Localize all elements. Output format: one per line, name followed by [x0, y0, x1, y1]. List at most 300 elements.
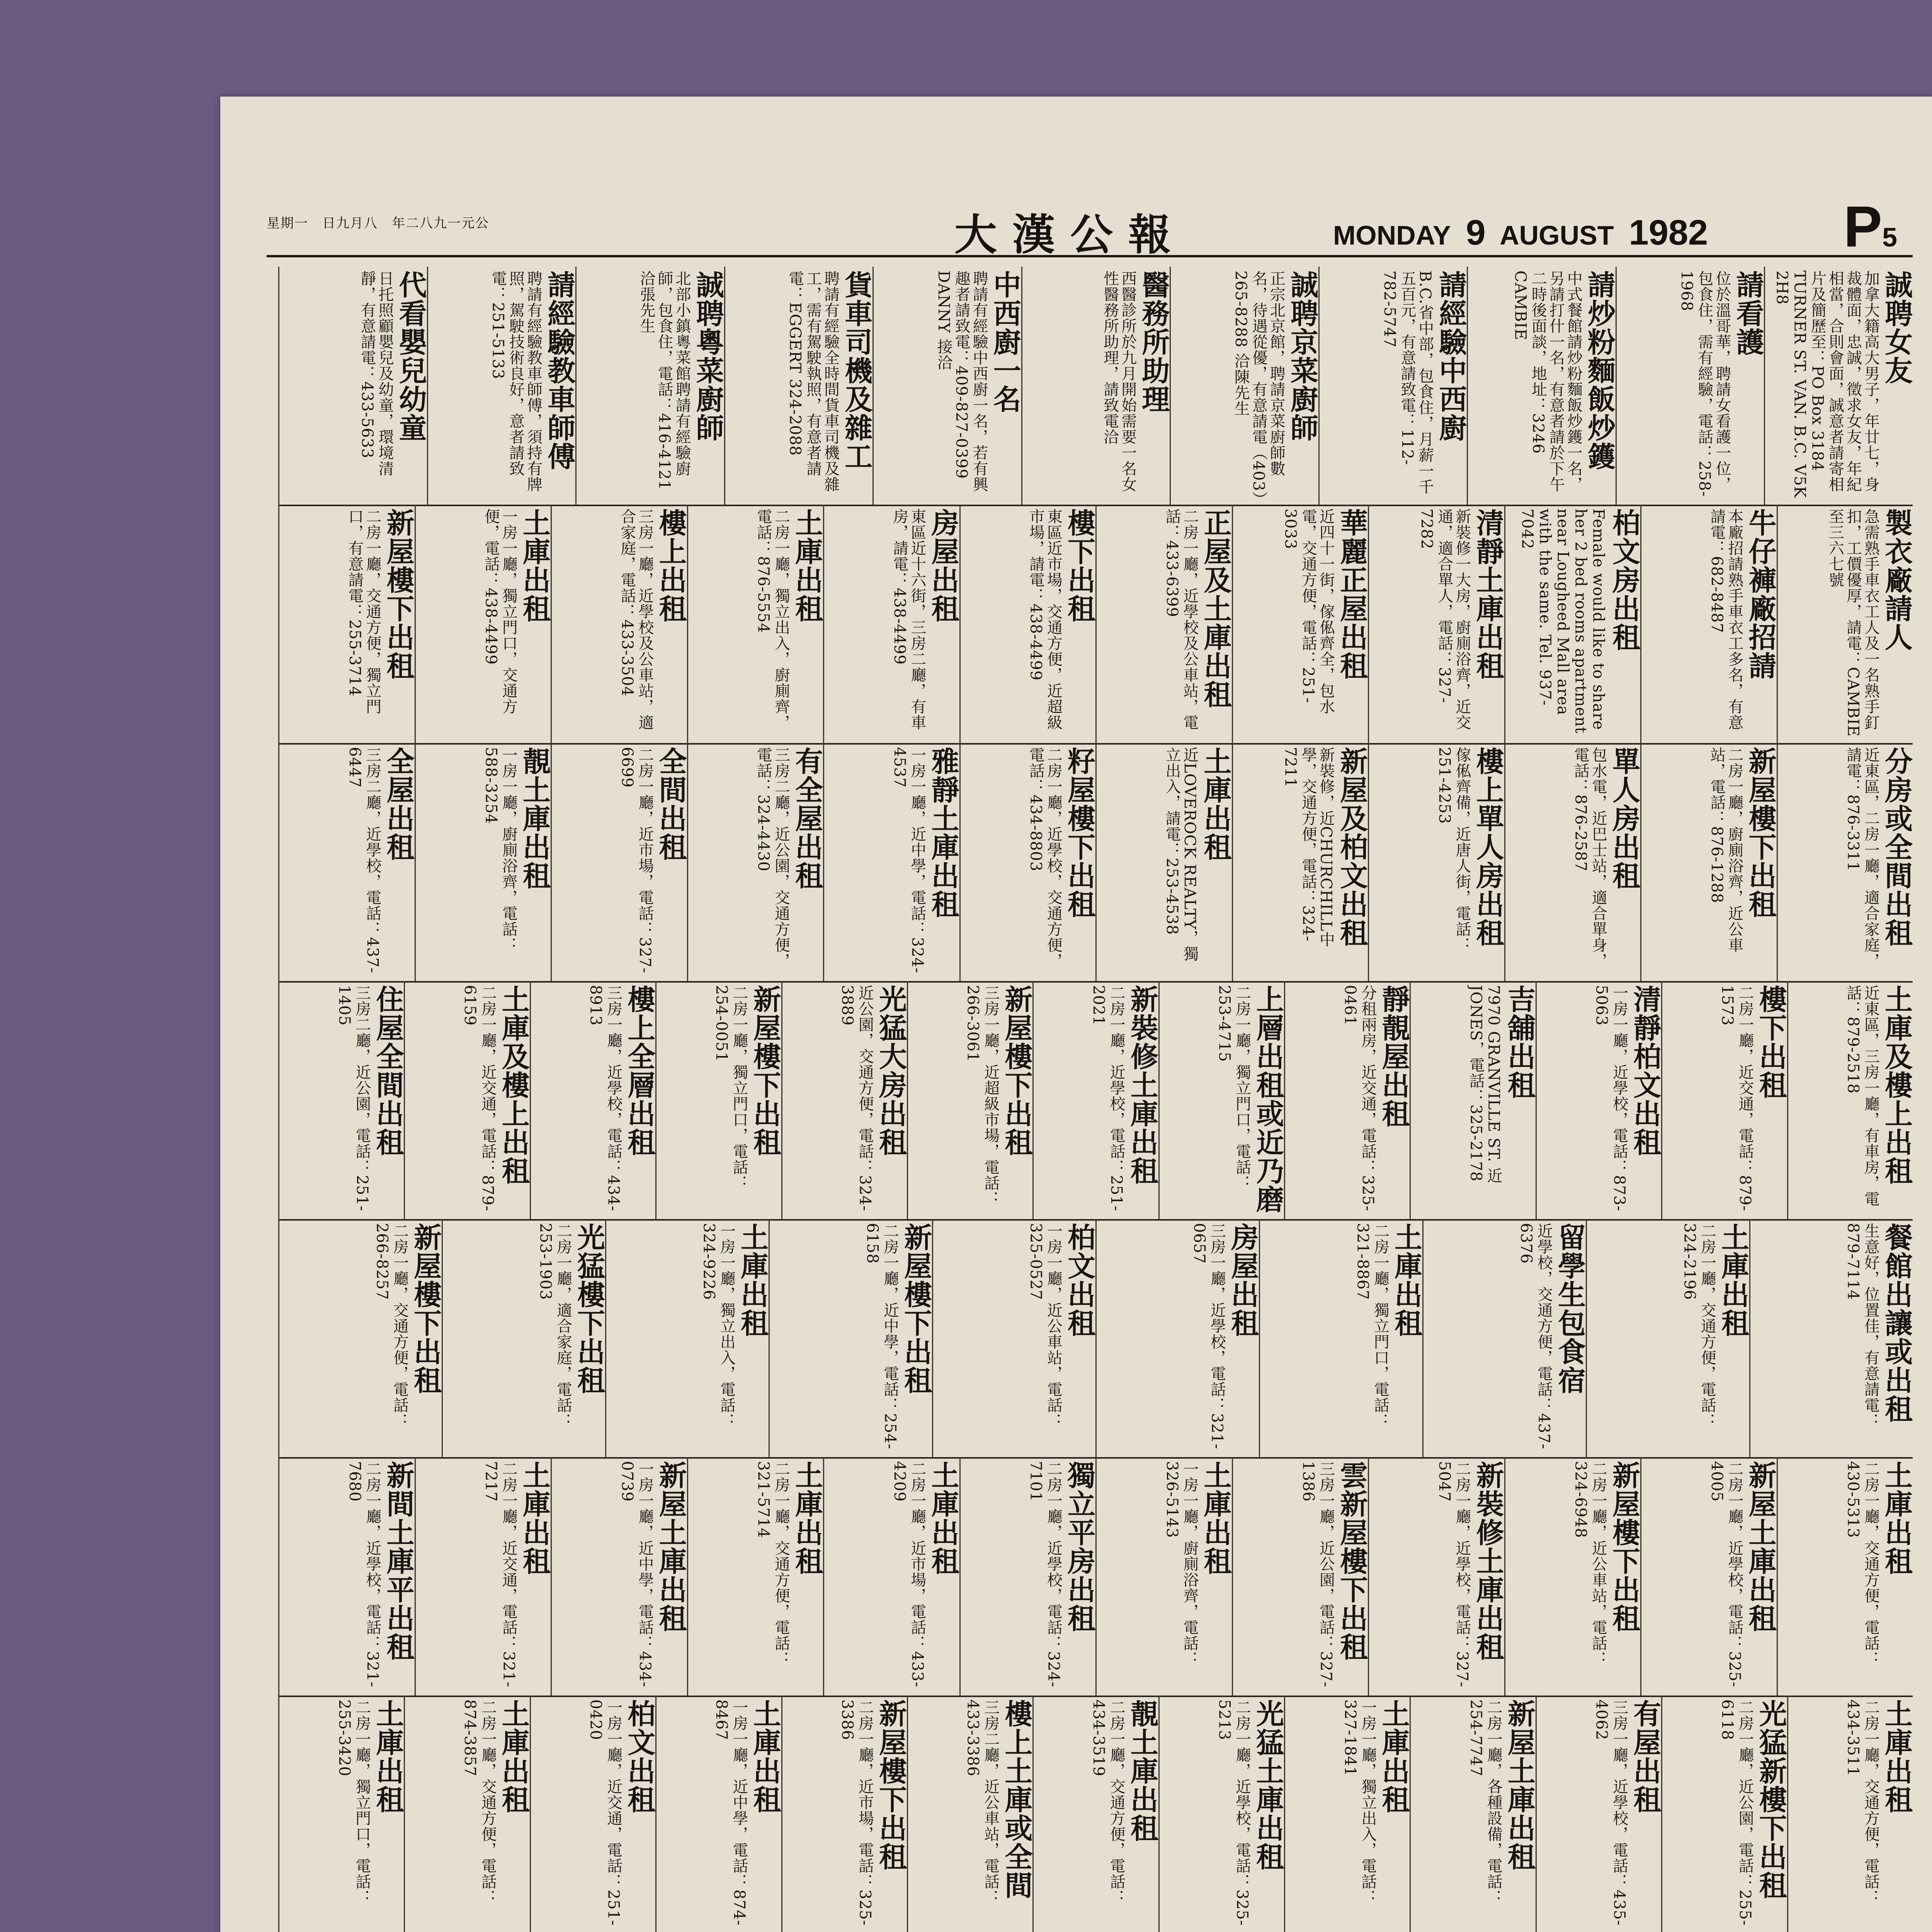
ad-body: 二房一廳，近學校，電話：325-4005	[1708, 1461, 1743, 1688]
ad-body: 三房二廳，近公園，交通方便，電話：324-4430	[754, 747, 790, 969]
classified-ad	[1469, 270, 1614, 501]
classified-column	[1422, 1219, 1586, 1457]
classified-column	[1536, 1696, 1661, 1932]
classified-row	[278, 981, 1913, 1221]
classified-ad	[1643, 509, 1775, 739]
ad-body: 三房一廳，近學校及公車站，適合家庭，電話：433-3504	[618, 509, 654, 731]
classified-ad	[826, 509, 958, 739]
ad-body: 三房一廳，近超級市場，電話：266-3061	[964, 985, 1000, 1207]
classified-column	[530, 981, 655, 1219]
ad-body: 二房一廳，交通方便，電話：434-3511	[1844, 1699, 1880, 1905]
ad-title: 土庫出租	[1199, 1461, 1232, 1576]
ad-body: 二房一廳，近公車站，電話：324-6948	[1571, 1461, 1607, 1667]
ad-title: 正屋及土庫出租	[1199, 509, 1232, 709]
classified-column	[1318, 267, 1467, 505]
classified-column	[1777, 505, 1913, 743]
ad-title: 土庫出租	[1390, 1223, 1423, 1337]
classified-ad	[1035, 1699, 1159, 1930]
ad-title: 雲新屋樓下出租	[1335, 1461, 1368, 1662]
classified-ad	[553, 747, 685, 977]
ad-body: 二房一廳，交通方便，電話：430-5313	[1844, 1461, 1880, 1667]
ad-title: 新屋樓下出租	[874, 1699, 907, 1871]
ad-body: 近四十一街，傢俬齊全，包水電，交通方便，電話：251-3033	[1281, 509, 1335, 715]
ad-body: 正宗北京館，聘請京菜廚師數名，待遇從優，有意請電（403）265-8288 洽陳先生	[1232, 270, 1286, 500]
ad-title: 柏文出租	[1063, 1223, 1096, 1337]
classified-ad	[784, 1699, 905, 1930]
ad-title: 誠聘女友	[1880, 270, 1913, 385]
ad-body: 三房一廳，近學校，電話：434-8913	[587, 985, 622, 1211]
classified-column	[442, 1219, 605, 1457]
classified-column	[278, 743, 415, 981]
classified-column	[1410, 1696, 1535, 1932]
classified-ad	[962, 1461, 1094, 1691]
ad-title: 新屋及柏文出租	[1335, 747, 1368, 947]
ad-body: 近學校，交通方便，電話：437-6376	[1517, 1223, 1553, 1449]
classified-column	[1170, 267, 1318, 505]
ad-title: 住屋全間出租	[371, 985, 405, 1156]
ad-body: 二房一廳，近公園，電話：255-6118	[1718, 1699, 1754, 1926]
classified-column	[1616, 267, 1764, 505]
ad-body: 二房一廳，獨立出入，廚廁齊，電話：876-5554	[754, 509, 790, 731]
classified-column	[769, 1219, 932, 1457]
ad-body: 二房一廳，交通方便，電話：434-3519	[1090, 1699, 1126, 1905]
ad-title: 新屋樓下出租	[409, 1223, 442, 1395]
classified-column	[1284, 981, 1410, 1219]
classified-ad	[553, 1461, 685, 1691]
classified-ad	[1371, 509, 1503, 739]
ad-body: 一房一廳，近學校，電話：873-5063	[1592, 985, 1628, 1211]
classified-column	[1640, 1457, 1777, 1695]
ad-body: 生意好，位置佳，有意請電：879-7114	[1844, 1223, 1880, 1429]
classified-ad	[417, 747, 549, 977]
ad-body: 近LOVEROCK REALTY，獨立出入，請電：253-4538	[1163, 747, 1199, 961]
classified-column	[1467, 267, 1616, 505]
classified-column	[1021, 267, 1170, 505]
classified-row	[278, 743, 1913, 983]
ad-title: 代看嬰兒幼童	[394, 270, 427, 442]
ad-body: 二房一廳，近中學，電話：254-6158	[863, 1223, 899, 1449]
classified-column	[551, 505, 687, 743]
masthead: 大漢公報	[954, 210, 1186, 260]
classified-ad	[1425, 1223, 1584, 1453]
date-english	[1333, 213, 1708, 253]
ad-title: 樓上出租	[654, 509, 687, 623]
ad-body: 二房一廳，獨立門口，電話：321-8867	[1354, 1223, 1389, 1429]
classified-column	[1787, 981, 1913, 1219]
ad-title: 樓上單人房出租	[1471, 747, 1505, 947]
ad-body: 二房一廳，各種設備，電話：254-7747	[1467, 1699, 1503, 1905]
ad-title: 新屋樓下出租	[1000, 985, 1033, 1156]
ad-title: 誠聘京菜廚師	[1286, 270, 1319, 442]
ad-title: 土庫出租	[1717, 1223, 1750, 1337]
ad-title: 樓上土庫或全間	[1000, 1699, 1033, 1900]
ad-body: 位於溫哥華，聘請女看護一位，包食住，需有經驗，電話：258-1968	[1677, 270, 1731, 497]
classified-ad	[910, 985, 1031, 1215]
ad-title: 籽屋樓下出租	[1063, 747, 1096, 918]
classified-ad	[1752, 1223, 1911, 1453]
ad-body: B.C.省中部，包食住，月薪一千五百元，有意請致電：112-782-5747	[1380, 270, 1434, 495]
ad-title: 土庫出租	[497, 1699, 530, 1814]
ad-body: 一房一廳，近中學，電話：324-4537	[890, 747, 926, 973]
date-chinese: 星期一 日九月八 年二八九一元公	[267, 216, 489, 231]
ad-title: 誠聘粵菜廚師	[691, 270, 724, 442]
newspaper-page	[220, 97, 1932, 1932]
ad-body: 二房一廳，交通方便，電話：324-2196	[1680, 1223, 1716, 1429]
ad-body: 二房一廳，近學校，電話：327-5047	[1435, 1461, 1471, 1688]
ad-title: 土庫出租	[1199, 747, 1232, 861]
classified-column	[1095, 505, 1232, 743]
ad-body: 近公園，交通方便，電話：324-3889	[838, 985, 874, 1211]
ad-title: 餐館出讓或出租	[1880, 1223, 1913, 1423]
ad-body: 急需熟手車衣工人及一名熟手釘扣，工價優厚，請電：CAMBIE 至三六七號	[1826, 509, 1880, 737]
classified-column	[278, 1457, 415, 1695]
ad-body: 中式餐館請炒粉麵飯炒鑊一名，另請打什一名，有意者請於下午二時後面談，地址：3246 CAMBIE	[1511, 270, 1583, 492]
classified-column	[278, 1696, 404, 1932]
ad-title: 新裝修土庫出租	[1471, 1461, 1505, 1662]
ad-body: 一房一廳，廚廁浴齊，電話：326-5143	[1163, 1461, 1199, 1667]
ad-title: 新裝修土庫出租	[1126, 985, 1159, 1185]
ad-body: 二房一廳，近學校，交通方便，電話：434-8803	[1027, 747, 1063, 969]
ad-title: 土庫及樓上出租	[497, 985, 530, 1185]
classified-ad	[1643, 1461, 1775, 1691]
classified-ad	[1507, 509, 1639, 739]
ad-title: 有全屋出租	[791, 747, 823, 890]
classified-column	[907, 1696, 1032, 1932]
ad-body: 三房二廳，近公園，電話：251-1405	[335, 985, 371, 1211]
classified-column	[1095, 1219, 1259, 1457]
ad-body: 二房一廳，近市場，電話：433-4209	[890, 1461, 926, 1688]
classified-ad	[281, 985, 405, 1215]
ad-title: 獨立平房出租	[1063, 1461, 1096, 1633]
classified-column	[1259, 1219, 1422, 1457]
ad-body: 二房一廳，近市場，電話：327-6699	[618, 747, 654, 973]
classified-column	[687, 505, 823, 743]
classified-column	[278, 1219, 442, 1457]
classified-ad	[1235, 747, 1367, 977]
classified-ad	[281, 1699, 405, 1930]
classified-ad	[962, 747, 1094, 977]
ad-body: 二房一廳，近市場，電話：325-3386	[838, 1699, 874, 1926]
ad-body: 二房一廳，交通方便，電話：321-5714	[754, 1461, 790, 1667]
classified-ad	[1321, 270, 1466, 501]
ad-title: 請經驗中西廚	[1434, 270, 1468, 442]
classified-ad	[1790, 985, 1911, 1215]
classified-ad	[281, 1223, 440, 1453]
classified-column	[1158, 981, 1284, 1219]
ad-body: 二房一廳，近學校，電話：321-7680	[345, 1461, 381, 1688]
ad-title: 光猛大房出租	[874, 985, 907, 1156]
ad-title: 新屋樓下出租	[748, 985, 782, 1156]
ad-title: 樓上全層出租	[623, 985, 656, 1156]
classified-column	[1749, 1219, 1913, 1457]
classified-ad	[1287, 1699, 1408, 1930]
classified-ad	[690, 509, 822, 739]
classified-ad	[1779, 747, 1912, 977]
ad-title: 土庫出租	[518, 509, 551, 623]
classified-column	[823, 1457, 959, 1695]
classified-ad	[826, 747, 958, 977]
ad-title: 清靜土庫出租	[1471, 509, 1505, 680]
classified-column	[724, 267, 873, 505]
ad-title: 新屋土庫出租	[1503, 1699, 1536, 1871]
ad-title: 留學生包食宿	[1553, 1223, 1586, 1395]
ad-title: 土庫及樓上出租	[1880, 985, 1913, 1185]
classified-ad	[910, 1699, 1031, 1930]
ad-body: 一房一廳，廚廁浴齊，電話：588-3254	[482, 747, 518, 953]
classified-ad	[281, 747, 413, 977]
ad-title: 新屋土庫出租	[1744, 1461, 1777, 1633]
classified-row	[278, 505, 1913, 744]
ad-title: 土庫出租	[1880, 1699, 1913, 1814]
classified-column	[404, 1696, 529, 1932]
ad-body: 聘請有經驗全時間貨車司機及雜工，需有駕駛執照，有意者請電：EGGERT 324-2088	[786, 270, 840, 492]
classified-column	[1764, 267, 1913, 505]
ad-body: 一房一廳，近公車站，電話：325-0527	[1027, 1223, 1063, 1429]
classified-column	[959, 505, 1096, 743]
classified-ad	[578, 270, 723, 501]
ad-title: 新屋樓下出租	[1744, 747, 1777, 918]
ad-body: 二房一廳，獨立門口，電話：255-3420	[335, 1699, 371, 1905]
ad-title: 靜靚屋出租	[1377, 985, 1410, 1128]
classified-column	[1504, 743, 1641, 981]
ad-body: 新裝修，近CHURCHILL中學，交通方便，電話：324-7211	[1281, 747, 1335, 947]
ad-title: 土庫出租	[927, 1461, 960, 1576]
ad-title: 請經驗教車師傅	[543, 270, 576, 471]
classified-ad	[826, 1461, 958, 1691]
page-number	[1844, 193, 1897, 260]
ad-title: 中西廚一名	[988, 270, 1022, 413]
classified-ad	[1098, 509, 1230, 739]
ad-title: 新屋樓下出租	[900, 1223, 932, 1395]
classified-ad	[875, 270, 1020, 501]
ad-body: 一房一廳，近中學，電話：434-0739	[618, 1461, 654, 1688]
classified-ad	[1098, 747, 1230, 977]
ad-body: 分租兩房，近交通，電話：325-0461	[1341, 985, 1377, 1211]
classified-ad	[1098, 1223, 1257, 1453]
ad-body: 包水電，近巴士站，適合單身，電話：876-2587	[1571, 747, 1607, 969]
classified-column	[872, 267, 1021, 505]
ad-title: 醫務所助理	[1137, 270, 1170, 413]
classified-column	[959, 743, 1096, 981]
ad-title: 清靜柏文出租	[1629, 985, 1662, 1156]
classified-column	[1232, 1457, 1368, 1695]
classified-column	[655, 1696, 781, 1932]
classified-ad	[406, 985, 528, 1215]
ad-body: 二房一廳，近交通，電話：321-7217	[482, 1461, 518, 1688]
ad-body: 二房一廳，交通方便，電話：874-3857	[461, 1699, 497, 1905]
classified-column	[655, 981, 781, 1219]
ad-title: 靚土庫出租	[1126, 1699, 1159, 1842]
classified-ad	[1779, 1461, 1912, 1691]
classified-column	[1504, 1457, 1641, 1695]
classified-ad	[690, 1461, 822, 1691]
ad-title: 上層出租或近乃磨	[1252, 985, 1285, 1214]
classified-ad	[1371, 747, 1503, 977]
classified-column	[530, 1696, 655, 1932]
classified-ad	[1779, 509, 1912, 739]
ad-title: 土庫出租	[791, 509, 823, 623]
year: 1982	[1629, 213, 1708, 252]
classified-ad	[417, 509, 549, 739]
classified-ad	[1538, 985, 1660, 1215]
ad-title: 光猛土庫出租	[1252, 1699, 1285, 1871]
classified-column	[1640, 743, 1777, 981]
classified-ad	[1618, 270, 1763, 501]
classified-column	[1410, 981, 1535, 1219]
classified-column	[1368, 505, 1504, 743]
ad-title: 新屋土庫出租	[654, 1461, 687, 1633]
classified-ad	[430, 270, 574, 501]
classified-ad	[1643, 747, 1775, 977]
ad-body: 7970 GRANVILLE ST. 近 JONES，電話：325-2178	[1467, 985, 1503, 1184]
ad-title: 貨車司機及雜工	[840, 270, 873, 471]
classified-column	[1368, 1457, 1504, 1695]
ad-body: 一房一廳，獨立出入，電話：327-1841	[1341, 1699, 1377, 1905]
ad-body: 二房一廳，廚廁浴齊，近公車站，電話：876-1288	[1708, 747, 1743, 953]
classified-column	[687, 1457, 823, 1695]
ad-body: 二房一廳，獨立門口，電話：253-4715	[1215, 985, 1251, 1191]
classified-ad	[281, 509, 413, 739]
month: AUGUST	[1500, 220, 1614, 250]
classified-ad	[553, 509, 685, 739]
ad-title: 樓下出租	[1063, 509, 1096, 623]
day: 9	[1466, 213, 1486, 252]
classified-row	[278, 1219, 1913, 1459]
classified-ad	[771, 1223, 930, 1453]
classified-column	[278, 505, 415, 743]
classified-ad	[1412, 985, 1534, 1215]
classified-ad	[444, 1223, 604, 1453]
page-letter: P	[1844, 194, 1883, 259]
ad-body: 本廠招請熟手車衣工多名，有意請電：682-8487	[1708, 509, 1743, 731]
classified-column	[1284, 1696, 1410, 1932]
classified-row	[278, 1696, 1913, 1932]
ad-body: 聘請有經驗教車師傅，須持有牌照，駕駛技術良好，意者請致電：251-5133	[489, 270, 543, 492]
classified-ad	[1098, 1461, 1230, 1691]
classified-ad	[1412, 1699, 1534, 1930]
classified-ad	[1664, 1699, 1785, 1930]
ad-body: 二房一廳，近交通，電話：879-6159	[461, 985, 497, 1211]
ad-title: 土庫出租	[1377, 1699, 1410, 1814]
ad-title: 新屋樓下出租	[1608, 1461, 1641, 1633]
ad-title: 土庫出租	[736, 1223, 769, 1337]
classified-ad	[1507, 1461, 1639, 1691]
ad-title: 土庫出租	[1880, 1461, 1913, 1576]
classified-column	[1232, 743, 1368, 981]
ad-title: 光猛新樓下出租	[1754, 1699, 1787, 1900]
classified-column	[415, 743, 551, 981]
classified-ad	[532, 1699, 654, 1930]
ad-body: 三房一廳，近公園，電話：327-1386	[1299, 1461, 1335, 1688]
classified-ad	[281, 1461, 413, 1691]
classified-ad	[608, 1223, 767, 1453]
ad-title: 房屋出租	[927, 509, 960, 623]
classified-ad	[406, 1699, 528, 1930]
ad-title: 有屋出租	[1629, 1699, 1662, 1814]
ad-body: 三房一廳，近學校，電話：321-0657	[1190, 1223, 1226, 1449]
ad-title: 房屋出租	[1226, 1223, 1259, 1337]
ad-title: 請炒粉麵飯炒鑊	[1583, 270, 1616, 471]
classified-column	[1777, 743, 1913, 981]
classified-column	[781, 1696, 907, 1932]
ad-title: 全間出租	[654, 747, 687, 861]
classified-row	[278, 1457, 1913, 1697]
ad-title: 牛仔褲廠招請	[1744, 509, 1777, 680]
classified-ad	[1371, 1461, 1503, 1691]
classified-row	[278, 267, 1913, 506]
weekday: MONDAY	[1333, 220, 1451, 250]
classified-column	[1032, 1696, 1158, 1932]
classified-ad	[1262, 1223, 1421, 1453]
classified-ad	[658, 1699, 782, 1930]
ad-body: 東區近市場，交通方便，近超級市場，請電：438-4499	[1027, 509, 1063, 731]
ad-body: 一房一廳，近交通，電話：251-0420	[587, 1699, 622, 1926]
ad-body: 近東區，二房一廳，適合家庭，請電：876-3311	[1844, 747, 1880, 969]
ad-body: 東區近十六街，三房二廳，有車房，請電：438-4499	[890, 509, 926, 731]
classified-column	[823, 743, 959, 981]
ad-body: 北部小鎮粵菜館聘請有經驗廚師，包食住，電話：416-4121 洽張先生	[638, 270, 691, 490]
classified-column	[278, 267, 427, 505]
ad-body: 二房一廳，近學校，電話：325-5213	[1215, 1699, 1251, 1926]
classified-column	[1158, 1696, 1284, 1932]
classified-ad	[1161, 985, 1285, 1215]
classified-ad	[417, 1461, 549, 1691]
ad-body: 三房二廳，近學校，電話：437-6447	[345, 747, 381, 973]
ad-title: 吉舖出租	[1503, 985, 1536, 1099]
classified-column	[959, 1457, 1096, 1695]
classified-column	[1095, 743, 1232, 981]
ad-body: 聘請有經驗中西廚一名，若有興趣者請致電：409-827-0399 DANNY 接洽	[935, 270, 988, 492]
classified-column	[1368, 743, 1504, 981]
classified-ad	[1172, 270, 1317, 501]
classified-column	[1661, 1696, 1787, 1932]
classified-ad	[1235, 509, 1367, 739]
page-num: 5	[1882, 222, 1897, 252]
ad-body: 三房二廳，近公車站，電話：433-3386	[964, 1699, 1000, 1905]
classified-ad	[532, 985, 654, 1215]
ad-body: 二房一廳，近學校，電話：251-2021	[1090, 985, 1126, 1211]
ad-title: 華麗正屋出租	[1335, 509, 1368, 680]
ad-title: 柏文房出租	[1608, 509, 1641, 652]
ad-body: 三房一廳，近學校，電話：435-4062	[1592, 1699, 1628, 1926]
ad-title: 請看護	[1731, 270, 1765, 356]
ad-body: 一房一廳，獨立門口，交通方便，電話：438-4499	[482, 509, 518, 715]
ad-body: Female would like to share her 2 bed rooms apartment near Lougheed Mall area with the same. Tel. 937-7042	[1518, 509, 1607, 734]
ad-title: 土庫出租	[791, 1461, 823, 1576]
ad-title: 土庫出租	[371, 1699, 405, 1814]
classified-ad	[1161, 1699, 1285, 1930]
ad-body: 日托照顧嬰兒及幼童，環境清靜，有意請電：433-5633	[358, 270, 394, 476]
ad-body: 二房一廳，獨立門口，電話：254-0051	[712, 985, 748, 1191]
ad-title: 全屋出租	[382, 747, 415, 861]
classified-ad	[962, 509, 1094, 739]
classified-grid	[278, 267, 1913, 1932]
ad-title: 靚土庫出租	[518, 747, 551, 890]
ad-body: 二房一廳，交通方便，電話：266-8257	[373, 1223, 409, 1429]
classified-column	[907, 981, 1032, 1219]
page-header	[267, 194, 1913, 260]
classified-ad	[690, 747, 822, 977]
ad-body: 西醫診所於九月開始需要一名女性醫務所助理，請致電洽	[1101, 270, 1137, 492]
ad-body: 二房一廳，近交通，電話：879-1573	[1718, 985, 1754, 1211]
classified-ad	[1287, 985, 1408, 1215]
classified-ad	[1035, 985, 1159, 1215]
ad-body: 二房一廳，交通方便，獨立門口，有意請電：255-3714	[345, 509, 381, 715]
ad-title: 土庫出租	[748, 1699, 782, 1814]
classified-column	[823, 505, 959, 743]
classified-column	[1232, 505, 1368, 743]
classified-column	[1032, 981, 1158, 1219]
